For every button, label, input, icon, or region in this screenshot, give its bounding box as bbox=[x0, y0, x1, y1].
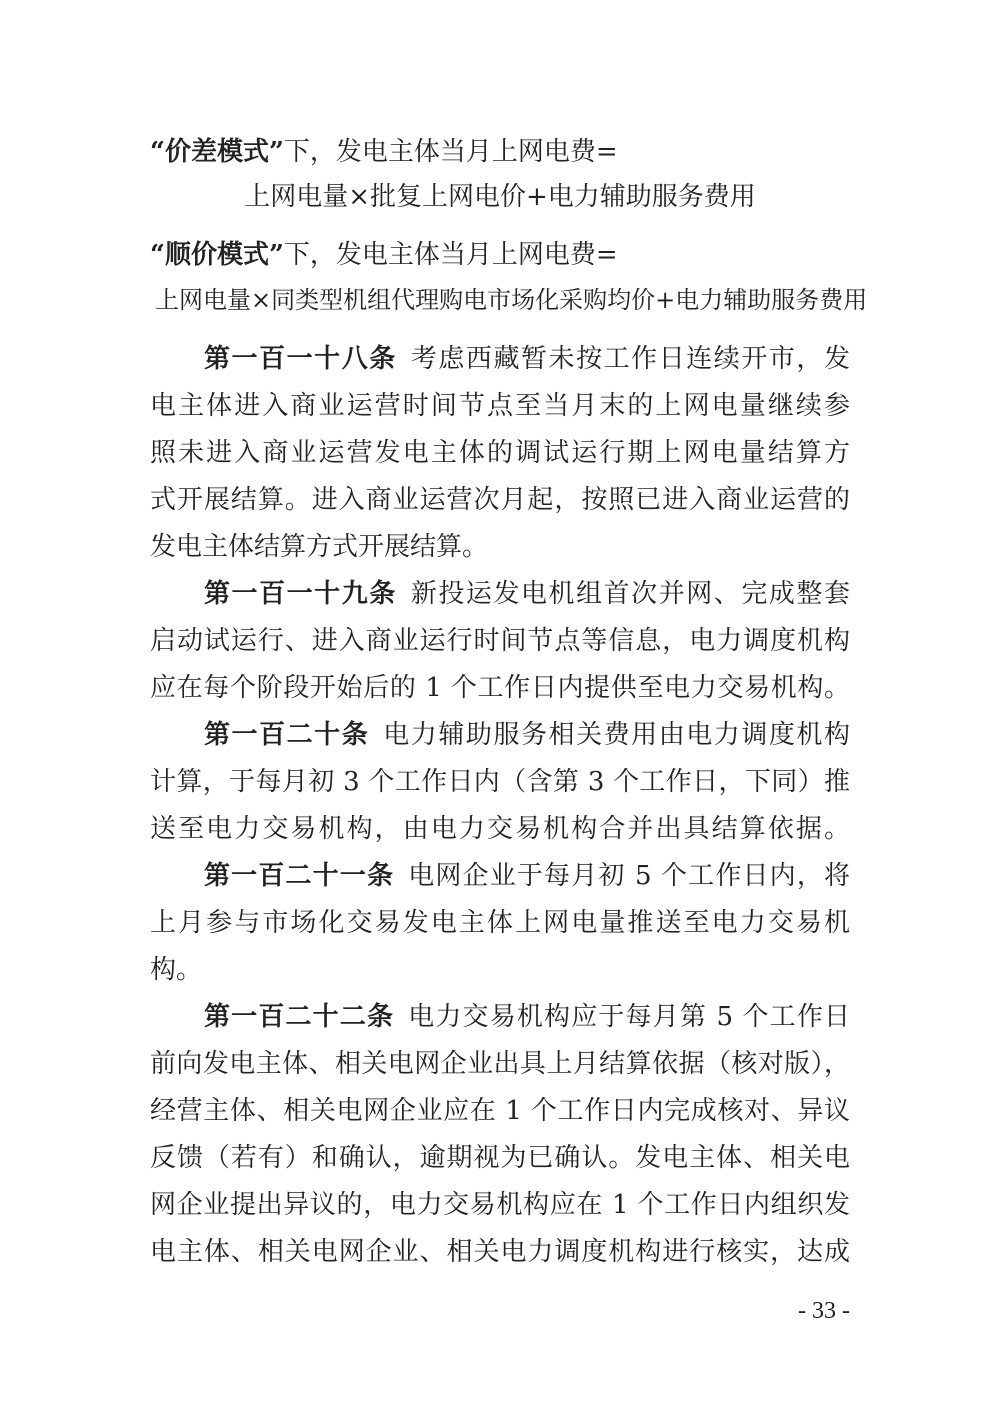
article-line bbox=[150, 759, 850, 806]
article-first-line bbox=[150, 712, 850, 759]
article-first-line bbox=[150, 571, 850, 618]
article-text: 计算，于每月初 3 个工作日内（含第 3 个工作日，下同）推 bbox=[150, 767, 850, 797]
intro-text: 下，发电主体当月上网电费= bbox=[283, 240, 618, 270]
article-text: 送至电力交易机构，由电力交易机构合并出具结算依据。 bbox=[150, 814, 850, 844]
article-text: 反馈（若有）和确认，逾期视为已确认。发电主体、相关电 bbox=[150, 1143, 850, 1173]
article-text: 应在每个阶段开始后的 1 个工作日内提供至电力交易机构。 bbox=[150, 673, 850, 703]
article-text: 电主体进入商业运营时间节点至当月末的上网电量继续参 bbox=[150, 391, 850, 421]
mode-name: “顺价模式” bbox=[150, 240, 284, 270]
article-text: 发电主体结算方式开展结算。 bbox=[150, 532, 489, 562]
article-line bbox=[150, 477, 850, 524]
article-line bbox=[150, 618, 850, 665]
article-first-line bbox=[150, 994, 850, 1041]
article-first-line bbox=[150, 336, 850, 383]
article-number: 第一百一十九条 bbox=[204, 579, 397, 609]
article-text: 网企业提出异议的，电力交易机构应在 1 个工作日内组织发 bbox=[150, 1190, 850, 1220]
article-text: 前向发电主体、相关电网企业出具上月结算依据（核对版）， bbox=[150, 1049, 850, 1079]
article-line bbox=[150, 383, 850, 430]
mode-name: “价差模式” bbox=[150, 137, 284, 167]
article-text: 电力辅助服务相关费用由电力调度机构 bbox=[383, 720, 850, 750]
intro-text: 下，发电主体当月上网电费= bbox=[283, 137, 618, 167]
article-text: 上月参与市场化交易发电主体上网电量推送至电力交易机 bbox=[150, 908, 850, 938]
article-text: 电网企业于每月初 5 个工作日内，将 bbox=[408, 861, 850, 891]
article-line bbox=[150, 900, 850, 947]
article-line bbox=[150, 430, 850, 477]
article-text: 新投运发电机组首次并网、完成整套 bbox=[410, 579, 850, 609]
formula-price-diff: 上网电量×批复上网电价+电力辅助服务费用 bbox=[244, 182, 756, 212]
article-first-line bbox=[150, 853, 850, 900]
article-text: 式开展结算。进入商业运营次月起，按照已进入商业运营的 bbox=[150, 485, 850, 515]
formula-intro-pass-through bbox=[150, 232, 850, 279]
article-line bbox=[150, 1135, 850, 1182]
page-number: - 33 - bbox=[798, 1298, 850, 1324]
article-number: 第一百二十条 bbox=[204, 720, 370, 750]
article-number: 第一百二十二条 bbox=[204, 1002, 395, 1032]
article-text: 经营主体、相关电网企业应在 1 个工作日内完成核对、异议 bbox=[150, 1096, 850, 1126]
article-line bbox=[150, 1229, 850, 1276]
article-line bbox=[150, 524, 850, 571]
article-line bbox=[150, 1182, 850, 1229]
article-line bbox=[150, 806, 850, 853]
article-text: 照未进入商业运营发电主体的调试运行期上网电量结算方 bbox=[150, 438, 850, 468]
article-line bbox=[150, 665, 850, 712]
formula-intro-price-diff bbox=[150, 129, 850, 176]
formula-pass-through: 上网电量×同类型机组代理购电市场化采购均价+电力辅助服务费用 bbox=[155, 286, 868, 314]
article-text: 启动试运行、进入商业运行时间节点等信息，电力调度机构 bbox=[150, 626, 850, 656]
article-number: 第一百一十八条 bbox=[204, 344, 397, 374]
articles-body bbox=[150, 336, 850, 1276]
article-line bbox=[150, 1088, 850, 1135]
article-text: 电力交易机构应于每月第 5 个工作日 bbox=[408, 1002, 850, 1032]
article-line bbox=[150, 947, 850, 994]
article-line bbox=[150, 1041, 850, 1088]
article-text: 电主体、相关电网企业、相关电力调度机构进行核实，达成 bbox=[150, 1237, 850, 1267]
article-text: 考虑西藏暂未按工作日连续开市，发 bbox=[410, 344, 850, 374]
article-number: 第一百二十一条 bbox=[204, 861, 395, 891]
article-text: 构。 bbox=[150, 955, 203, 985]
